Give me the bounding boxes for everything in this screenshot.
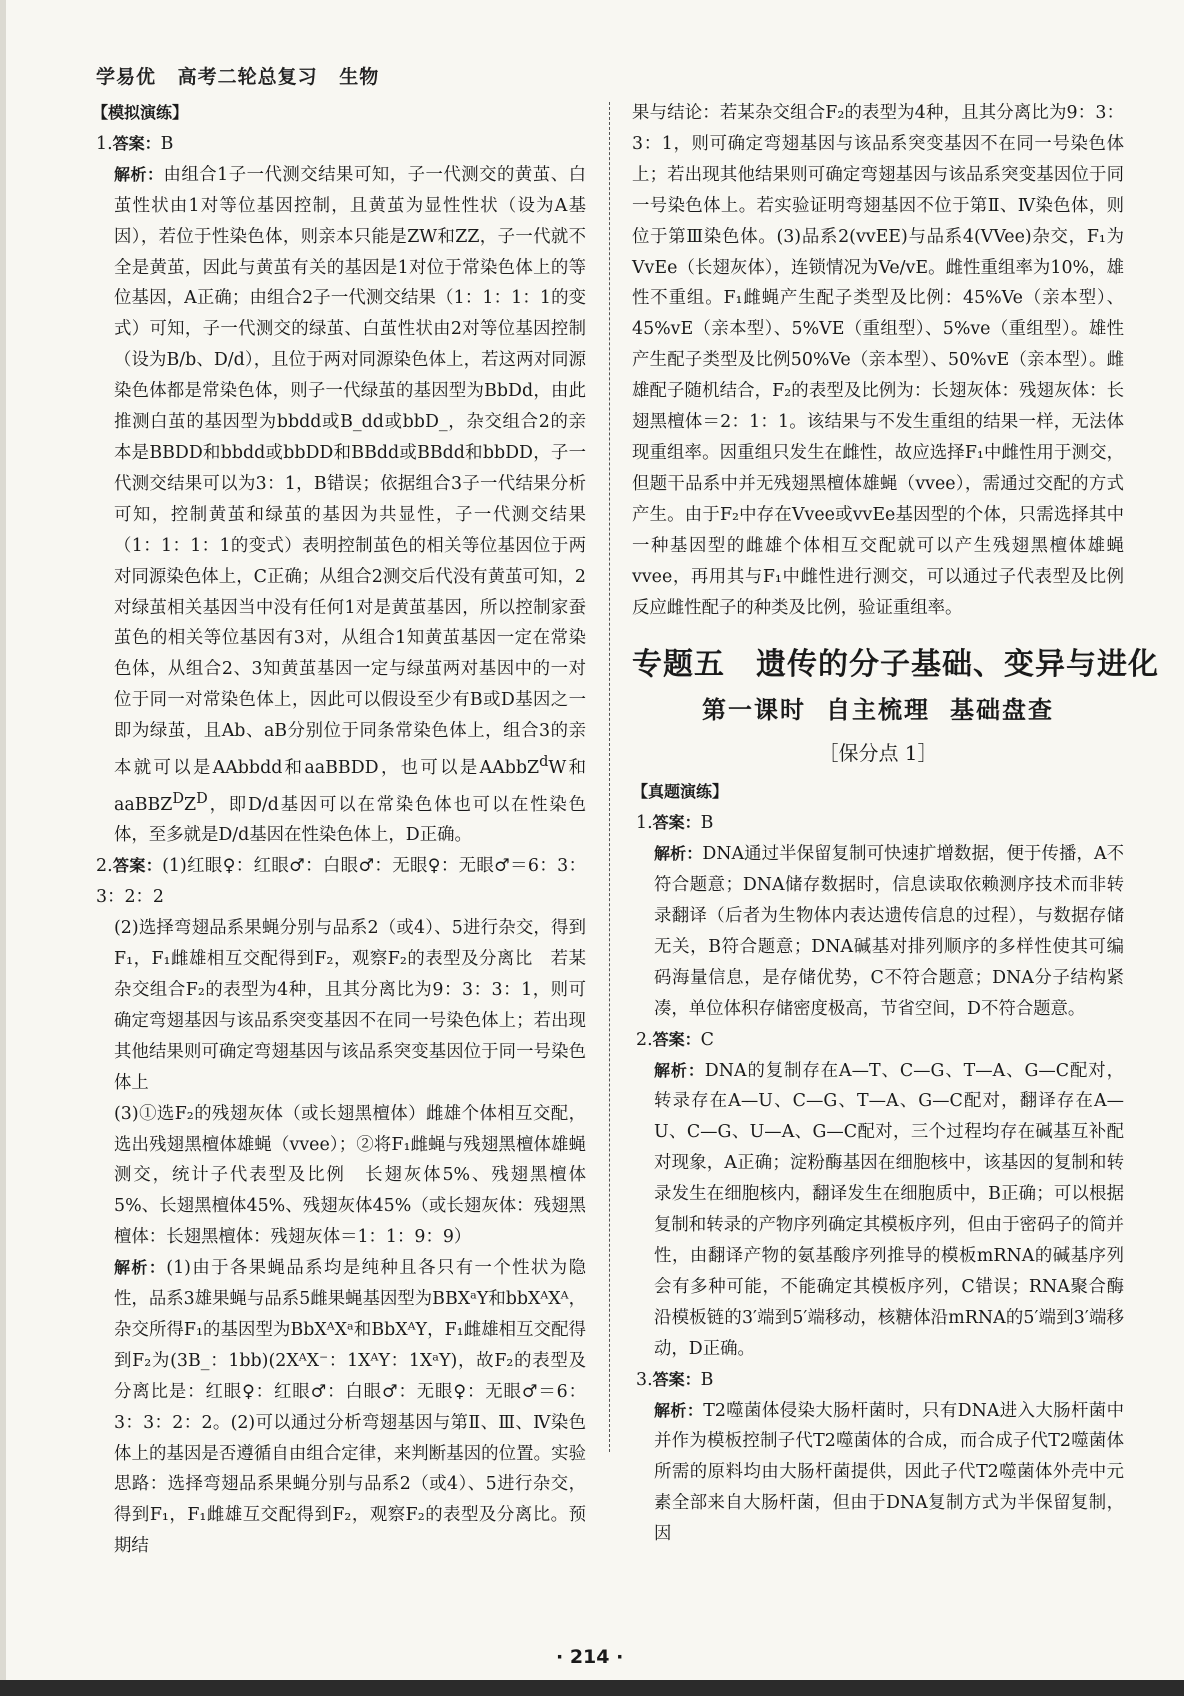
analysis-label: 解析：: [654, 844, 703, 864]
question-2: [632, 1025, 1124, 1365]
analysis-text: DNA的复制存在A—T、C—G、T—A、G—C配对，转录存在A—U、C—G、T—A、G—C配对，翻译存在A—U、C—G、U—A、G—C配对，三个过程均存在碱基互补配对现象，A正确；淀粉酶基因在细胞核中，该基因的复制和转录发生在细胞核内，翻译发生在细胞质中，B正确；可以根据复制和转录的产物序列确定其模板序列，但由于密码子的简并性，由翻译产物的氨基酸序列推导的模板mRNA的碱基序列会有多种可能，不能确定其模板序列，C错误；RNA聚合酶沿模板链的3′端到5′端移动，核糖体沿mRNA的5′端到3′端移动，D正确。: [654, 1060, 1124, 1359]
question-number: 1.: [636, 813, 653, 834]
series-title: 高考二轮总复习: [177, 66, 318, 88]
answer-part-2: (2)选择弯翅品系果蝇分别与品系2（或4）、5进行杂交，得到F₁，F₁雌雄相互交配得到F₂，观察F₂的表型及分离比 若某杂交组合F₂的表型为4种，且其分离比为9：3：3：1，则可确定弯翅基因与该品系突变基因不在同一号染色体上；若出现其他结果则可确定弯翅基因与该品系突变基因位于同一号染色体上: [114, 918, 586, 1093]
column-divider: [609, 102, 610, 1452]
lesson-part: 基础盘查: [950, 696, 1054, 725]
superscript: D: [172, 790, 185, 807]
answer-line: [632, 1025, 1124, 1056]
superscript: d: [539, 754, 549, 771]
analysis: [632, 839, 1124, 1024]
subject: 生物: [339, 66, 380, 88]
analysis-text: T2噬菌体侵染大肠杆菌时，只有DNA进入大肠杆菌中并作为模板控制子代T2噬菌体的合成，而合成子代T2噬菌体所需的原料均由大肠杆菌提供，因此子代T2噬菌体外壳中元素全部来自大肠杆菌，但由于DNA复制方式为半保留复制，因: [654, 1400, 1124, 1545]
question-2: [92, 851, 586, 1562]
analysis-label: 解析：: [654, 1060, 705, 1080]
question-3: [632, 1365, 1124, 1550]
question-1: [92, 129, 586, 851]
question-number: 2.: [636, 1029, 653, 1050]
analysis: [92, 160, 586, 852]
answer-line: [632, 808, 1124, 839]
chapter-title: 专题五 遗传的分子基础、变异与进化: [632, 647, 1159, 683]
question-number: 3.: [636, 1369, 653, 1390]
answer-value: (1)红眼♀：红眼♂：白眼♂：无眼♀：无眼♂＝6：3：3：2：2: [96, 856, 586, 908]
answer-line: [92, 129, 586, 160]
left-column: [92, 98, 586, 1562]
answer-label: 答案：: [652, 1369, 701, 1389]
answer-value: B: [160, 133, 174, 154]
question-number: 2.: [96, 856, 113, 877]
lesson-part: 自主梳理: [826, 696, 930, 725]
answer-value: B: [700, 813, 714, 834]
lesson-title: [632, 693, 1124, 727]
right-column: [632, 98, 1159, 1550]
analysis-label: 解析：: [654, 1400, 704, 1420]
answer-line: [632, 1365, 1124, 1396]
analysis: [92, 1253, 586, 1562]
point-title: ［保分点 1］: [818, 741, 938, 766]
answer-label: 答案：: [112, 133, 161, 153]
analysis-text-2: W和aaBBZ: [114, 757, 587, 815]
analysis-text: (1)由于各果蝇品系均是纯种且各只有一个性状为隐性，品系3雄果蝇与品系5雌果蝇基因型为BBXᵃY和bbXᴬXᴬ，杂交所得F₁的基因型为BbXᴬXᵃ和BbXᴬY，F₁雌雄相互交配得到F₂为(3B_：1bb)(2XᴬX⁻：1XᴬY：1XᵃY)，故F₂的表型及分离比是：红眼♀：红眼♂：白眼♂：无眼♀：无眼♂＝6：3：3：2：2。(2)可以通过分析弯翅基因与第Ⅱ、Ⅲ、Ⅳ染色体上的基因是否遵循自由组合定律，来判断基因的位置。实验思路：选择弯翅品系果蝇分别与品系2（或4）、5进行杂交，得到F₁，F₁雌雄互交配得到F₂，观察F₂的表型及分离比。预期结: [114, 1258, 586, 1557]
analysis-text-4: ，即D/d基因可以在常染色体也可以在性染色体，至多就是D/d基因在性染色体上，D正确。: [114, 794, 586, 846]
question-1: [632, 808, 1124, 1024]
answer-line: [92, 851, 586, 913]
answer-value: C: [700, 1029, 714, 1050]
page-edge: [0, 0, 6, 1696]
section-tag: 【真题演练】: [632, 782, 729, 802]
superscript: D: [196, 790, 208, 807]
answer-label: 答案：: [652, 1029, 701, 1049]
answer-value: B: [700, 1369, 714, 1390]
brand: 学易优: [96, 66, 157, 88]
bottom-rule: [0, 1680, 1184, 1696]
answer-label: 答案：: [112, 856, 163, 876]
analysis-text: DNA通过半保留复制可快速扩增数据，便于传播，A不符合题意；DNA储存数据时，信息读取依赖测序技术而非转录翻译（后者为生物体内表达遗传信息的过程），与数据存储无关，B符合题意；DNA碱基对排列顺序的多样性使其可编码海量信息，是存储优势，C不符合题意；DNA分子结构紧凑，单位体积存储密度极高，节省空间，D不符合题意。: [654, 844, 1124, 1019]
question-number: 1.: [96, 133, 113, 154]
running-head: [96, 62, 393, 89]
answer-part-3: (3)①选F₂的残翅灰体（或长翅黑檀体）雌雄个体相互交配，选出残翅黑檀体雄蝇（vvee）；②将F₁雌蝇与残翅黑檀体雄蝇测交，统计子代表型及比例 长翅灰体5%、残翅黑檀体5%、长翅黑檀体45%、残翅灰体45%（或长翅灰体：残翅黑檀体：长翅黑檀体：残翅灰体＝1：1：9：9）: [114, 1103, 586, 1248]
lesson-part: 第一课时: [702, 696, 806, 725]
analysis: [632, 1056, 1124, 1365]
analysis-text: 由组合1子一代测交结果可知，子一代测交的黄茧、白茧性状由1对等位基因控制，且黄茧为显性性状（设为A基因），若位于性染色体，则亲本只能是ZW和ZZ，子一代就不全是黄茧，因此与黄茧有关的基因是1对位于常染色体上的等位基因，A正确；由组合2子一代测交结果（1：1：1：1的变式）可知，子一代测交的绿茧、白茧性状由2对等位基因控制（设为B/b、D/d），且位于两对同源染色体上，若这两对同源染色体都是常染色体，则子一代绿茧的基因型为BbDd，由此推测白茧的基因型为bbdd或B_dd或bbD_，杂交组合2的亲本是BBDD和bbdd或bbDD和BBdd或BBdd和bbDD，子一代测交结果可以为3：1，B错误；依据组合3子一代结果分析可知，控制黄茧和绿茧的基因为共显性，子一代测交结果（1：1：1：1的变式）表明控制茧色的相关等位基因位于两对同源染色体上，C正确；从组合2测交后代没有黄茧可知，2对绿茧相关基因当中没有任何1对是黄茧基因，所以控制家蚕茧色的相关等位基因有3对，从组合1知黄茧基因一定在常染色体，从组合2、3知黄茧基因一定与绿茧两对基因中的一对位于同一对常染色体上，因此可以假设至少有B或D基因之一即为绿茧，且Ab、aB分别位于同条常染色体上，组合3的亲本就可以是AAbbdd和aaBBDD，也可以是AAbbZ: [114, 164, 586, 778]
analysis-label: 解析：: [114, 164, 164, 184]
analysis-text-3: Z: [184, 794, 197, 815]
page-number: · 214 ·: [556, 1646, 624, 1668]
section-tag: 【模拟演练】: [92, 103, 189, 122]
answer-label: 答案：: [652, 813, 701, 833]
continued-analysis: 果与结论：若某杂交组合F₂的表型为4种，且其分离比为9：3：3：1，则可确定弯翅基因与该品系突变基因不在同一号染色体上；若出现其他结果则可确定弯翅基因与该品系突变基因位于同一号染色体上。若实验证明弯翅基因不位于第Ⅱ、Ⅳ染色体，则位于第Ⅲ染色体。(3)品系2(vvEE)与品系4(VVee)杂交，F₁为VvEe（长翅灰体），连锁情况为Ve/vE。雌性重组率为10%，雄性不重组。F₁雌蝇产生配子类型及比例：45%Ve（亲本型）、45%vE（亲本型）、5%VE（重组型）、5%ve（重组型）。雄性产生配子类型及比例50%Ve（亲本型）、50%vE（亲本型）。雌雄配子随机结合，F₂的表型及比例为：长翅灰体：残翅灰体：长翅黑檀体＝2：1：1。该结果与不发生重组的结果一样，无法体现重组率。因重组只发生在雌性，故应选择F₁中雌性用于测交，但题干品系中并无残翅黑檀体雄蝇（vvee），需通过交配的方式产生。由于F₂中存在Vvee或vvEe基因型的个体，只需选择其中一种基因型的雌雄个体相互交配就可以产生残翅黑檀体雄蝇vvee，再用其与F₁中雌性进行测交，可以通过子代表型及比例反应雌性配子的种类及比例，验证重组率。: [632, 103, 1124, 618]
analysis-label: 解析：: [114, 1258, 167, 1278]
analysis: [632, 1396, 1124, 1551]
